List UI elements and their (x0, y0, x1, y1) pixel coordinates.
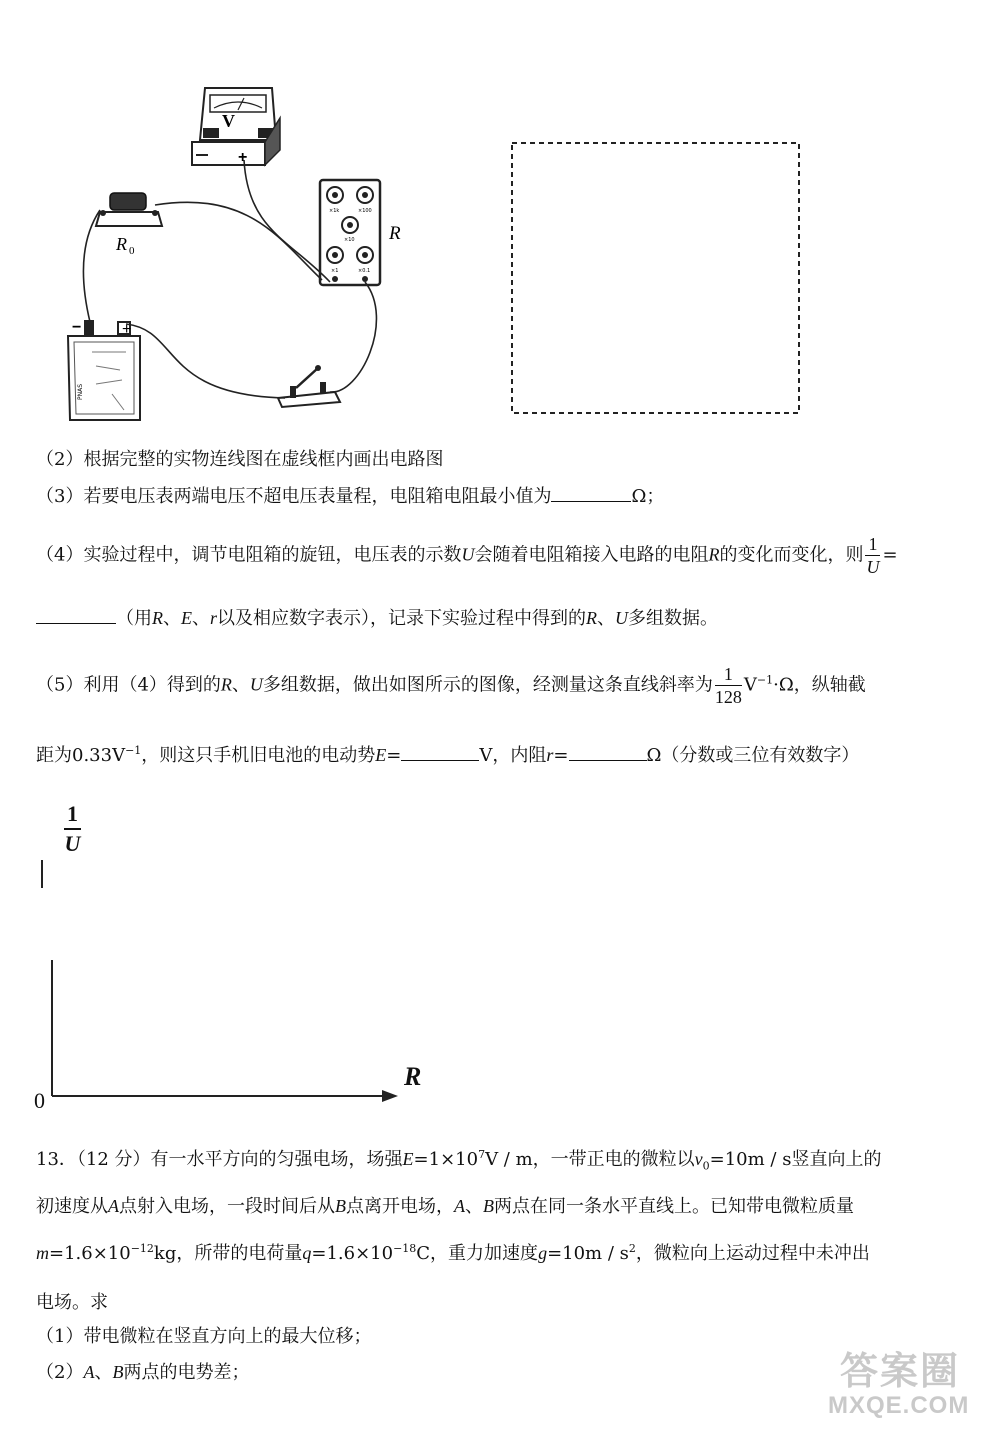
x-axis-arrow-icon (382, 1090, 398, 1102)
graph-axes (0, 840, 440, 1120)
switch (278, 365, 340, 407)
graph-x-label: R (404, 1062, 422, 1091)
q13-l2-text-b: 点射入电场，一段时间后从 (119, 1196, 335, 1217)
q12-part2: （2）根据完整的实物连线图在虚线框内画出电路图 (36, 449, 444, 470)
q12-part5-unit: V (743, 674, 757, 696)
q12-part5b-text-b: ，则这只手机旧电池的电动势 (141, 745, 376, 766)
fraction-denominator: U (866, 557, 880, 577)
q12-part5-text-c: ·Ω，纵轴截 (773, 674, 866, 696)
knob-label-1: ×1k (329, 208, 340, 214)
q12-part5 (36, 663, 866, 708)
voltmeter-plus-sign: + (238, 149, 248, 166)
q12-part5b-r: r (546, 745, 554, 765)
watermark-logo: 答案圈 (840, 1351, 961, 1393)
q13-line1 (36, 1146, 881, 1173)
resistor-r0 (96, 193, 162, 226)
fraction-denominator: 128 (714, 687, 742, 707)
q12-part5-text-b: 多组数据，做出如图所示的图像，经测量这条直线斜率为 (262, 674, 713, 696)
q13-l1-text-a: 13．（12 分）有一水平方向的匀强电场，场强 (36, 1149, 403, 1170)
r0-label: R (116, 234, 127, 254)
q13-s2-text-a: （2） (36, 1362, 84, 1383)
q13-line4: 电场。求 (36, 1292, 108, 1313)
q12-part4b-sep2: 、 (192, 608, 210, 629)
q12-part4-R: R (708, 544, 720, 565)
voltmeter-label: V (222, 111, 235, 131)
q12-part4b-text-b: 以及相应数字表示），记录下实验过程中得到的 (217, 608, 587, 629)
q13-l3-m-exponent: −12 (130, 1242, 154, 1255)
q12-part4b-U: U (615, 608, 629, 628)
q12-part4b-r: r (210, 608, 218, 628)
q12-part4-U: U (461, 544, 475, 565)
q13-l2-A2: A (454, 1196, 465, 1216)
q13-l2-B2: B (483, 1196, 494, 1216)
q12-part4 (36, 533, 898, 578)
q13-line2 (36, 1193, 854, 1220)
r0-subscript: 0 (129, 245, 135, 257)
q13-l3-g: g (538, 1243, 548, 1263)
resistance-box-label: R (389, 223, 401, 244)
graph-y-denominator: U (64, 831, 81, 856)
q12-part4b-R: R (152, 608, 163, 628)
internal-resistance-answer-blank[interactable] (569, 742, 647, 761)
q13-l3-text-a: kg，所带的电荷量 (153, 1243, 303, 1264)
q12-part4-text-c: 的变化而变化，则 (719, 544, 864, 566)
q12-part3 (36, 483, 664, 510)
voltmeter (192, 88, 280, 165)
q13-l2-sep: 、 (465, 1196, 483, 1217)
q13-l1-veq: =10m / s (709, 1149, 792, 1170)
q12-part4b-text-a: （用 (116, 608, 152, 629)
q13-l3-qeq: =1.6×10 (311, 1243, 394, 1264)
q12-part3-text: （3）若要电压表两端电压不超电压表量程，电阻箱电阻最小值为 (36, 486, 552, 507)
battery-plus-sign: + (122, 321, 132, 338)
q13-l3-q: q (302, 1243, 312, 1263)
q13-l3-text-c: ，微粒向上运动过程中未冲出 (635, 1243, 870, 1264)
q13-s2-B: B (112, 1362, 124, 1382)
q12-part4-blank[interactable] (36, 605, 116, 624)
q12-part5-continued (36, 742, 859, 769)
fraction-numerator: 1 (865, 533, 880, 556)
q13-l1-v: v (694, 1149, 703, 1169)
battery-brand-text: PNAS (77, 383, 84, 400)
q12-part5b-exponent: −1 (125, 744, 142, 757)
q12-part5-unit-exponent: −1 (756, 673, 774, 687)
q13-s2-A: A (83, 1362, 95, 1382)
q12-part5-slope-fraction (715, 663, 742, 708)
q12-part5b-text-d: Ω（分数或三位有效数字） (646, 745, 860, 766)
q12-part3-blank[interactable] (551, 483, 631, 502)
q12-part4b-R2: R (586, 608, 598, 628)
q13-l2-A: A (108, 1196, 119, 1216)
q13-l1-E: E (402, 1149, 414, 1169)
q13-l3-m: m (36, 1243, 49, 1263)
q12-part4b-text-c: 多组数据。 (628, 608, 719, 629)
q13-l2-B: B (335, 1196, 346, 1216)
q12-part4-text-a: （4）实验过程中，调节电阻箱的旋钮，电压表的示数 (36, 544, 462, 566)
graph-origin-label: 0 (34, 1088, 45, 1113)
q13-sub2 (36, 1359, 249, 1386)
q12-part5b-eq1: = (386, 745, 402, 766)
q12-part5b-text-c: V，内阻 (479, 745, 547, 766)
q12-part5b-eq2: = (553, 745, 569, 766)
q12-part5-sep: 、 (231, 674, 250, 696)
q13-s2-sep: 、 (94, 1362, 113, 1383)
knob-label-3: ×10 (344, 237, 355, 243)
q12-part3-unit: Ω； (631, 486, 665, 507)
q13-l3-text-b: C，重力加速度 (416, 1243, 539, 1264)
q13-l1-text-b: V / m，一带正电的微粒以 (485, 1149, 695, 1170)
q12-part5b-E: E (375, 745, 387, 765)
q13-l3-g-exponent: 2 (628, 1242, 636, 1255)
q13-l3-q-exponent: −18 (393, 1242, 417, 1255)
q13-l3-meq: =1.6×10 (49, 1243, 131, 1264)
q12-part4-text-b: 会随着电阻箱接入电路的电阻 (474, 544, 709, 566)
knob-label-5: ×0.1 (358, 268, 371, 274)
watermark-url: MXQE.COM (828, 1392, 970, 1419)
q13-l2-text-c: 点离开电场， (346, 1196, 454, 1217)
q12-part4b-E: E (181, 608, 192, 628)
circuit-answer-box[interactable] (512, 143, 799, 413)
q13-l1-v-subscript: 0 (702, 1159, 710, 1173)
emf-answer-blank[interactable] (401, 742, 479, 761)
resistance-box (320, 180, 380, 285)
q13-s2-text-b: 两点的电势差； (123, 1362, 250, 1383)
knob-label-2: ×100 (358, 208, 372, 214)
q12-part5-text-a: （5）利用（4）得到的 (36, 674, 221, 696)
q13-l2-text-d: 两点在同一条水平直线上。已知带电微粒质量 (494, 1196, 854, 1217)
q13-l1-exponent: 7 (478, 1148, 486, 1161)
q13-l1-text-c: 竖直向上的 (791, 1149, 882, 1170)
q12-part4-continued (36, 605, 718, 632)
q12-part4b-sep1: 、 (163, 608, 181, 629)
q12-part4b-sep3: 、 (597, 608, 616, 629)
fraction-numerator: 1 (715, 663, 742, 686)
q12-part4-equals: = (882, 544, 898, 566)
battery-minus-sign: − (72, 319, 82, 336)
q12-part5-U: U (249, 674, 263, 695)
q12-part5-R: R (220, 674, 232, 695)
q13-l2-text-a: 初速度从 (36, 1196, 108, 1217)
q13-line3 (36, 1240, 870, 1267)
q12-part4-fraction (865, 533, 880, 578)
knob-label-4: ×1 (331, 268, 339, 274)
q13-l3-geq: =10m / s (547, 1243, 629, 1264)
q12-part5b-text-a: 距为0.33V (36, 745, 126, 766)
q13-l1-eq: =1×10 (413, 1149, 479, 1170)
q13-sub1: （1）带电微粒在竖直方向上的最大位移； (36, 1326, 372, 1347)
graph-y-numerator: 1 (64, 800, 81, 830)
circuit-figure (0, 0, 1000, 440)
